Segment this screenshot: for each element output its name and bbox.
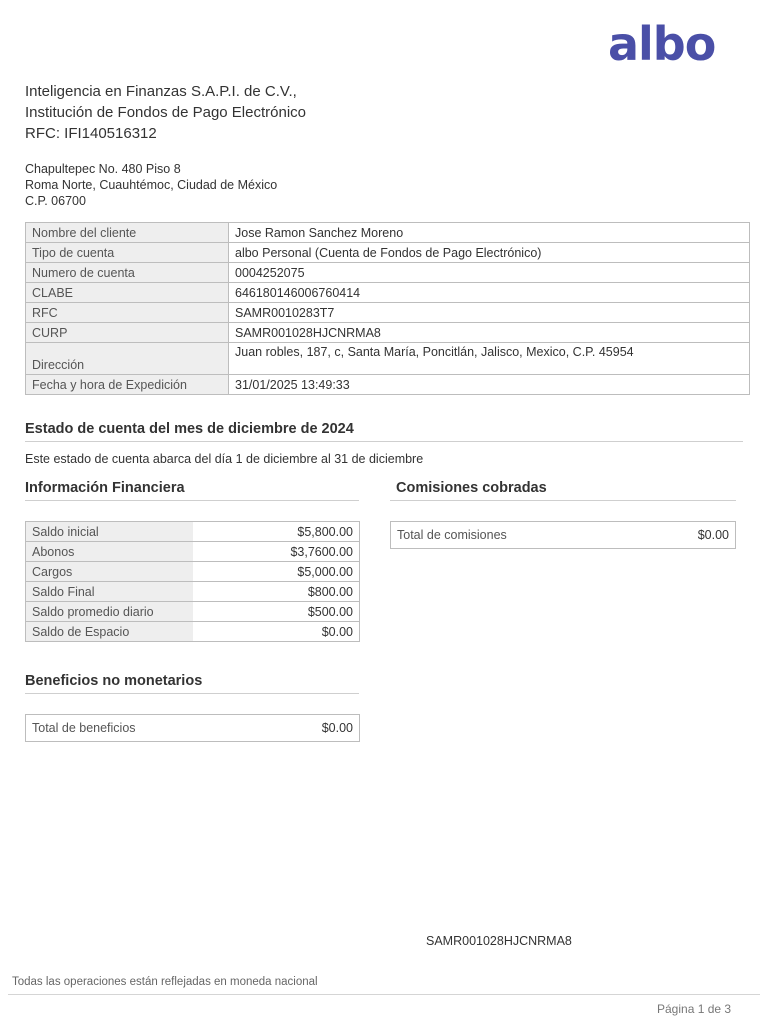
address-line-1: Chapultepec No. 480 Piso 8: [25, 162, 181, 176]
issue-date-value: 31/01/2025 13:49:33: [229, 375, 750, 395]
average-balance-label: Saldo promedio diario: [26, 602, 194, 622]
table-row: [26, 323, 750, 343]
financial-info-table: [25, 521, 360, 642]
currency-note: Todas las operaciones están reflejadas en moneda nacional: [12, 976, 318, 988]
table-row: [26, 522, 360, 542]
clabe-value: 646180146006760414: [229, 283, 750, 303]
benefits-total-label: Total de beneficios: [32, 721, 136, 735]
client-name-value: Jose Ramon Sanchez Moreno: [229, 223, 750, 243]
company-rfc: RFC: IFI140516312: [25, 125, 157, 142]
charges-label: Cargos: [26, 562, 194, 582]
account-number-value: 0004252075: [229, 263, 750, 283]
company-type: Institución de Fondos de Pago Electrónico: [25, 104, 307, 121]
rfc-label: RFC: [26, 303, 229, 323]
address-line-3: C.P. 06700: [25, 194, 86, 208]
table-row: [26, 303, 750, 323]
address-value: Juan robles, 187, c, Santa María, Poncitlán, Jalisco, Mexico, C.P. 45954: [229, 343, 750, 375]
page-number: Página 1 de 3: [657, 1002, 732, 1016]
divider: [25, 441, 743, 442]
divider: [390, 500, 736, 501]
charges-value: $5,000.00: [193, 562, 360, 582]
footer-curp: SAMR001028HJCNRMA8: [426, 934, 572, 948]
final-balance-label: Saldo Final: [26, 582, 194, 602]
account-type-label: Tipo de cuenta: [26, 243, 229, 263]
table-row: [26, 243, 750, 263]
account-number-label: Numero de cuenta: [26, 263, 229, 283]
initial-balance-value: $5,800.00: [193, 522, 360, 542]
benefits-total-box: [25, 714, 360, 742]
benefits-total-value: $0.00: [321, 721, 353, 735]
initial-balance-label: Saldo inicial: [26, 522, 194, 542]
company-name: Inteligencia en Finanzas S.A.P.I. de C.V.,: [25, 83, 297, 100]
account-type-value: albo Personal (Cuenta de Fondos de Pago Electrónico): [229, 243, 750, 263]
curp-value: SAMR001028HJCNRMA8: [229, 323, 750, 343]
space-balance-label: Saldo de Espacio: [26, 622, 194, 642]
table-row: [26, 582, 360, 602]
divider: [25, 500, 359, 501]
table-row: [26, 343, 750, 375]
financial-info-title: Información Financiera: [25, 480, 185, 496]
table-row: [26, 375, 750, 395]
client-name-label: Nombre del cliente: [26, 223, 229, 243]
commissions-title: Comisiones cobradas: [396, 480, 547, 496]
curp-label: CURP: [26, 323, 229, 343]
statement-period: Este estado de cuenta abarca del día 1 de diciembre al 31 de diciembre: [25, 452, 424, 466]
table-row: [26, 602, 360, 622]
commissions-total-box: [390, 521, 736, 549]
space-balance-value: $0.00: [193, 622, 360, 642]
table-row: [26, 263, 750, 283]
divider: [25, 693, 359, 694]
footer-divider: [8, 994, 760, 995]
rfc-value: SAMR0010283T7: [229, 303, 750, 323]
table-row: [26, 283, 750, 303]
issue-date-label: Fecha y hora de Expedición: [26, 375, 229, 395]
company-address: [25, 161, 277, 209]
final-balance-value: $800.00: [193, 582, 360, 602]
statement-title: Estado de cuenta del mes de diciembre de 2024: [25, 421, 354, 437]
deposits-label: Abonos: [26, 542, 194, 562]
deposits-value: $3,7600.00: [193, 542, 360, 562]
client-info-table: [25, 222, 750, 395]
commissions-total-value: $0.00: [697, 528, 729, 542]
commissions-total-label: Total de comisiones: [397, 528, 507, 542]
address-label: Dirección: [26, 343, 229, 375]
table-row: [26, 223, 750, 243]
company-info: [25, 81, 306, 144]
table-row: [26, 542, 360, 562]
average-balance-value: $500.00: [193, 602, 360, 622]
albo-logo: albo: [608, 17, 716, 71]
table-row: [26, 622, 360, 642]
clabe-label: CLABE: [26, 283, 229, 303]
table-row: [26, 562, 360, 582]
address-line-2: Roma Norte, Cuauhtémoc, Ciudad de México: [25, 178, 278, 192]
benefits-title: Beneficios no monetarios: [25, 673, 203, 689]
